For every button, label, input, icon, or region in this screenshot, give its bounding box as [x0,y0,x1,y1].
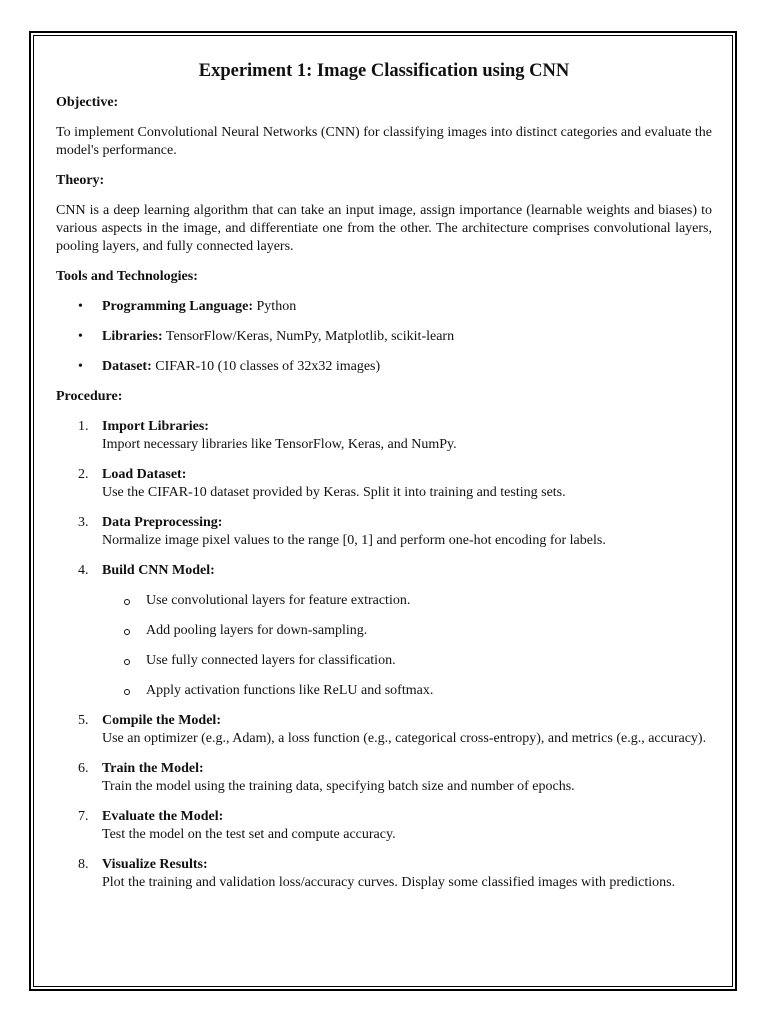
procedure-step [56,562,712,700]
sub-step-text: Use fully connected layers for classification. [146,653,396,668]
step-number: 6. [78,761,89,776]
bullet-icon: • [78,329,83,344]
objective-text: To implement Convolutional Neural Networks (CNN) for classifying images into distinct categories and evaluate the model's performance. [56,125,712,158]
sub-step-text: Use convolutional layers for feature extraction. [146,593,411,608]
objective-heading: Objective: [56,95,119,110]
theory-text: CNN is a deep learning algorithm that can take an input image, assign importance (learnable weights and biases) to various aspects in the image, and differentiate one from the other. The architecture comprises convolutional layers, pooling layers, and fully connected layers. [56,203,712,254]
step-title: Build CNN Model: [102,563,215,578]
theory-heading: Theory: [56,173,105,188]
step-number: 2. [78,467,89,482]
step-title: Data Preprocessing: [102,515,223,530]
document-body [56,58,712,904]
tools-item-value: Python [253,299,297,314]
step-description: Train the model using the training data, specifying batch size and number of epochs. [102,779,575,794]
step-title: Compile the Model: [102,713,221,728]
step-title: Train the Model: [102,761,204,776]
circle-bullet-icon [124,599,130,605]
step-description: Normalize image pixel values to the range [0, 1] and perform one-hot encoding for labels. [102,533,606,548]
procedure-step [56,760,712,796]
step-number: 3. [78,515,89,530]
bullet-icon: • [78,299,83,314]
tools-item-label: Programming Language: [102,299,254,314]
step-number: 1. [78,419,89,434]
circle-bullet-icon [124,689,130,695]
sub-step-text: Add pooling layers for down-sampling. [146,623,368,638]
step-description: Test the model on the test set and compute accuracy. [102,827,396,842]
tools-item-value: TensorFlow/Keras, NumPy, Matplotlib, scikit-learn [162,329,455,344]
tools-item-value: CIFAR-10 (10 classes of 32x32 images) [151,359,381,374]
step-number: 5. [78,713,89,728]
document-title: Experiment 1: Image Classification using CNN [198,61,570,81]
step-title: Evaluate the Model: [102,809,224,824]
tools-heading: Tools and Technologies: [56,269,198,284]
step-title: Visualize Results: [102,857,208,872]
step-title: Import Libraries: [102,419,209,434]
sub-step [102,682,712,700]
procedure-step [56,514,712,550]
step-description: Use the CIFAR-10 dataset provided by Keras. Split it into training and testing sets. [102,485,566,500]
tools-item [56,298,712,316]
procedure-heading: Procedure: [56,389,123,404]
step-number: 4. [78,563,89,578]
procedure-step [56,712,712,748]
procedure-step [56,856,712,892]
procedure-step [56,418,712,454]
step-number: 8. [78,857,89,872]
step-title: Load Dataset: [102,467,187,482]
sub-step-text: Apply activation functions like ReLU and softmax. [146,683,434,698]
procedure-list [56,418,712,892]
sub-step [102,592,712,610]
circle-bullet-icon [124,629,130,635]
step-description: Import necessary libraries like TensorFlow, Keras, and NumPy. [102,437,457,452]
tools-item-label: Libraries: [102,329,163,344]
sub-step [102,622,712,640]
circle-bullet-icon [124,659,130,665]
procedure-step [56,466,712,502]
step-description: Use an optimizer (e.g., Adam), a loss function (e.g., categorical cross-entropy), and metrics (e.g., accuracy). [102,731,707,746]
sub-step-list [102,592,712,700]
tools-item [56,328,712,346]
procedure-step [56,808,712,844]
step-number: 7. [78,809,89,824]
tools-item [56,358,712,376]
step-description: Plot the training and validation loss/accuracy curves. Display some classified images with predictions. [102,875,676,890]
bullet-icon: • [78,359,83,374]
sub-step [102,652,712,670]
tools-list [56,298,712,376]
tools-item-label: Dataset: [102,359,152,374]
